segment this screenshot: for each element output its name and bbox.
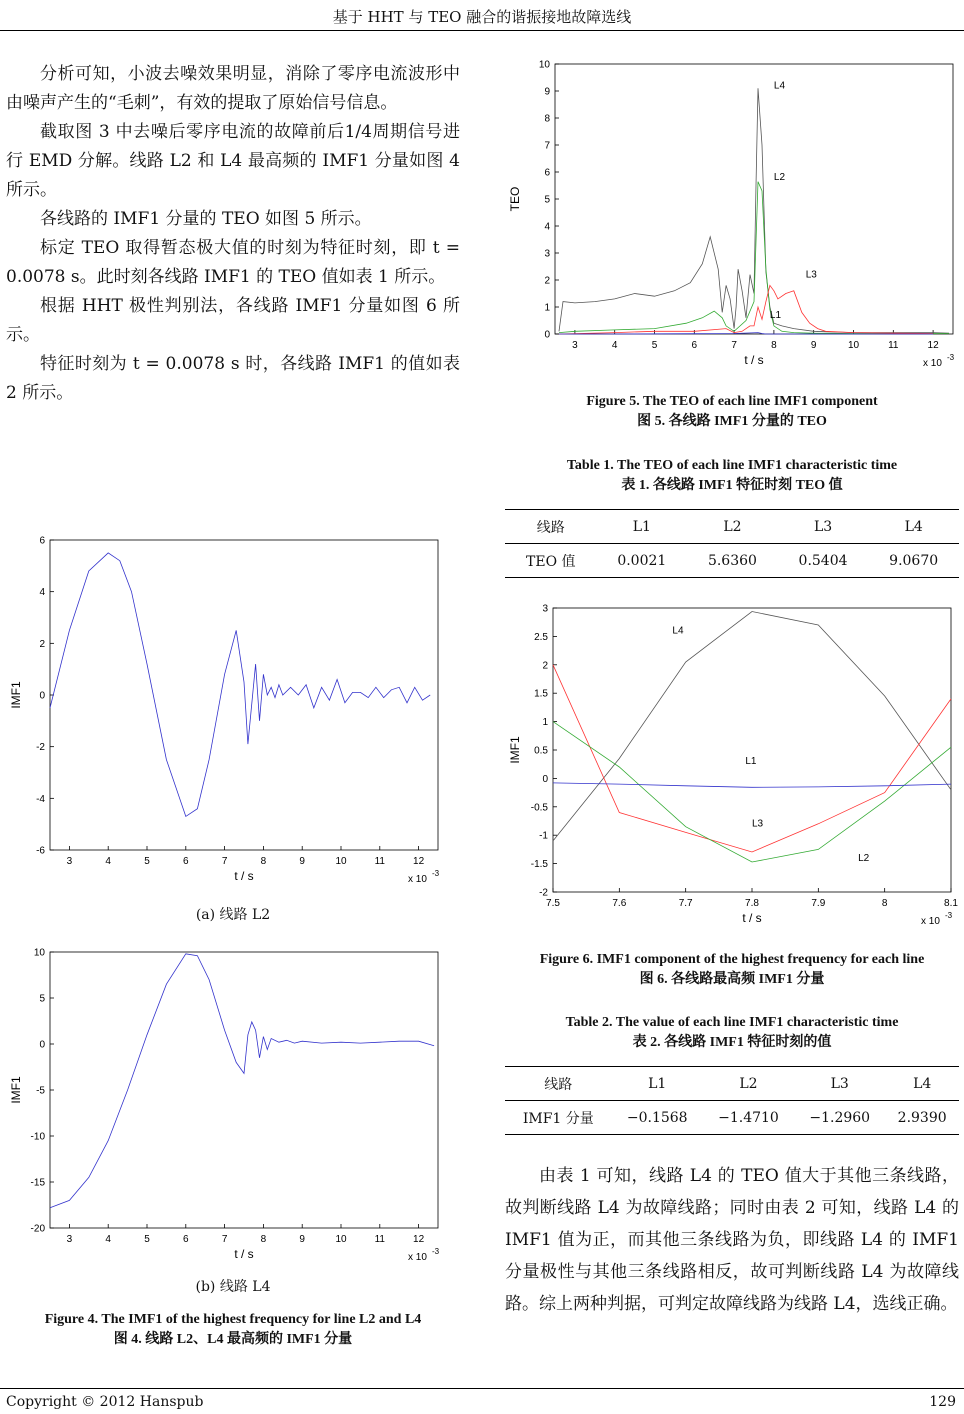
x-tick-label: 10 (335, 1234, 347, 1245)
x-tick-label: 7.6 (612, 898, 627, 909)
x-multiplier-exponent: -3 (432, 1247, 440, 1256)
table-cell: 0.5404 (778, 544, 869, 578)
x-tick-label: 9 (810, 340, 817, 351)
x-tick-label: 5 (144, 856, 150, 867)
y-tick-label: 0 (542, 773, 548, 785)
y-tick-label: 8 (544, 113, 550, 125)
series-annotation: L1 (745, 756, 757, 768)
x-multiplier-exponent: -3 (947, 353, 955, 362)
y-tick-label: 3 (544, 248, 550, 260)
y-tick-label: 5 (544, 194, 550, 206)
running-header: 基于 HHT 与 TEO 融合的谐振接地故障选线 (332, 8, 632, 26)
x-tick-label: 12 (927, 340, 939, 351)
y-tick-label: 9 (544, 86, 550, 98)
x-tick-label: 8 (881, 898, 888, 909)
y-tick-label: 2 (39, 638, 45, 650)
series-annotation: L3 (752, 818, 764, 830)
x-tick-label: 8 (260, 1234, 267, 1245)
x-tick-label: 4 (105, 1234, 111, 1245)
table-2-caption-en: Table 2. The value of each line IMF1 characteristic time (565, 1015, 899, 1030)
x-axis-label: t / s (742, 911, 762, 925)
y-tick-label: 10 (538, 59, 550, 71)
x-tick-label: 6 (691, 340, 698, 351)
page-number: 129 (929, 1394, 956, 1410)
y-tick-label: -6 (36, 845, 45, 857)
y-tick-label: 3 (542, 603, 548, 615)
series-annotation: L2 (773, 172, 786, 184)
y-tick-label: -5 (36, 1085, 45, 1097)
y-tick-label: 5 (39, 993, 45, 1005)
table-row (505, 544, 959, 578)
plot-frame (553, 608, 951, 892)
paragraph-2: 截取图 3 中去噪后零序电流的故障前后1/4周期信号进行 EMD 分解。线路 L2 和 L4 最高频的 IMF1 分量如图 4 所示。 (6, 122, 460, 200)
x-multiplier-exponent: -3 (945, 911, 953, 920)
footer-rule (0, 1388, 964, 1389)
paragraph-6: 特征时刻为 t = 0.0078 s 时，各线路 IMF1 的值如表 2 所示。 (6, 354, 460, 403)
series-line-l4 (50, 954, 434, 1208)
figure-6-caption-en: Figure 6. IMF1 component of the highest frequency for each line (539, 952, 925, 967)
table-1 (505, 509, 959, 578)
figure-6-chart (505, 594, 959, 938)
figure-5-caption-cn: 图 5. 各线路 IMF1 分量的 TEO (637, 414, 827, 429)
table-cell: L3 (794, 1067, 885, 1101)
y-tick-label: -15 (30, 1177, 45, 1189)
series-annotation: L2 (858, 852, 870, 864)
x-tick-label: 10 (335, 856, 347, 867)
figure-5-chart (505, 52, 959, 382)
figure-6-caption (505, 950, 959, 990)
figure-4a-caption: (a) 线路 L2 (195, 907, 271, 923)
y-axis-label: IMF1 (9, 1076, 23, 1104)
table-cell: 线路 (505, 510, 597, 544)
y-axis-label: TEO (508, 186, 522, 212)
table-cell: 5.6360 (687, 544, 778, 578)
left-text-block (6, 60, 460, 408)
y-tick-label: 2 (542, 660, 548, 672)
x-multiplier-label: x 10 (923, 358, 942, 369)
x-tick-label: 7.5 (546, 898, 560, 909)
table-cell: L4 (885, 1067, 959, 1101)
table-row (505, 1067, 959, 1101)
y-tick-label: 6 (544, 167, 550, 179)
y-tick-label: -0.5 (530, 802, 548, 814)
table-cell: IMF1 分量 (505, 1101, 612, 1135)
table-2-caption (505, 1013, 959, 1053)
plot-frame (50, 540, 438, 850)
y-tick-label: 4 (39, 587, 45, 599)
x-tick-label: 10 (847, 340, 860, 351)
table-cell: −1.4710 (703, 1101, 794, 1135)
figure-4-caption (6, 1310, 460, 1350)
x-tick-label: 9 (299, 1234, 305, 1245)
x-multiplier-exponent: -3 (432, 869, 440, 878)
series-line-l3 (559, 285, 933, 334)
y-tick-label: 2.5 (534, 631, 548, 643)
y-tick-label: -4 (36, 793, 45, 805)
x-tick-label: 7.8 (745, 898, 759, 909)
x-tick-label: 7 (221, 856, 228, 867)
x-multiplier-label: x 10 (921, 916, 940, 927)
y-tick-label: 6 (39, 535, 45, 547)
y-tick-label: -2 (36, 742, 45, 754)
table-cell: 2.9390 (885, 1101, 959, 1135)
series-annotation: L4 (672, 625, 684, 637)
x-tick-label: 4 (105, 856, 111, 867)
y-tick-label: 0.5 (534, 745, 548, 757)
x-tick-label: 5 (144, 1234, 150, 1245)
table-cell: L2 (687, 510, 778, 544)
x-tick-label: 3 (572, 340, 578, 351)
y-tick-label: 1 (544, 302, 550, 314)
header-rule (0, 30, 964, 31)
x-multiplier-label: x 10 (408, 874, 427, 885)
x-tick-label: 6 (183, 1234, 189, 1245)
y-tick-label: 1 (542, 717, 548, 729)
table-1-caption (505, 456, 959, 496)
table-2 (505, 1066, 959, 1135)
y-tick-label: 7 (544, 140, 550, 152)
figure-6-caption-cn: 图 6. 各线路最高频 IMF1 分量 (639, 972, 825, 987)
table-cell: −1.2960 (794, 1101, 885, 1135)
table-cell: L1 (612, 1067, 703, 1101)
figure-5-caption-en: Figure 5. The TEO of each line IMF1 component (586, 394, 878, 409)
y-tick-label: 10 (33, 947, 45, 959)
y-tick-label: 4 (544, 221, 550, 233)
y-tick-label: -10 (30, 1131, 45, 1143)
x-tick-label: 7.9 (811, 898, 826, 909)
x-tick-label: 7 (731, 340, 737, 351)
figure-4-caption-cn: 图 4. 线路 L2、L4 最高频的 IMF1 分量 (113, 1332, 353, 1347)
figure-4b-chart (6, 940, 460, 1270)
y-tick-label: 2 (544, 275, 550, 287)
figure-4a-chart (6, 528, 460, 900)
table-cell: 9.0670 (868, 544, 959, 578)
y-tick-label: 1.5 (534, 688, 548, 700)
series-annotation: L1 (769, 309, 782, 321)
table-cell: L3 (778, 510, 869, 544)
x-tick-label: 11 (374, 1234, 385, 1245)
table-2-caption-cn: 表 2. 各线路 IMF1 特征时刻的值 (632, 1035, 832, 1050)
x-multiplier-label: x 10 (408, 1252, 427, 1263)
y-tick-label: -2 (539, 887, 548, 899)
x-tick-label: 4 (611, 340, 618, 351)
x-tick-label: 9 (299, 856, 305, 867)
y-tick-label: -1.5 (530, 859, 548, 871)
table-cell: 0.0021 (597, 544, 688, 578)
series-line-l4 (553, 612, 951, 841)
x-tick-label: 8.1 (944, 898, 958, 909)
table-cell: L2 (703, 1067, 794, 1101)
right-text-block (505, 1160, 959, 1320)
x-tick-label: 3 (66, 856, 73, 867)
series-line-l2 (553, 722, 951, 862)
x-tick-label: 6 (183, 856, 189, 867)
paragraph-3: 各线路的 IMF1 分量的 TEO 如图 5 所示。 (40, 209, 372, 229)
table-cell: TEO 值 (505, 544, 597, 578)
table-1-caption-cn: 表 1. 各线路 IMF1 特征时刻 TEO 值 (621, 478, 843, 493)
y-tick-label: 0 (544, 329, 550, 341)
figure-4b-caption: (b) 线路 L4 (195, 1279, 271, 1295)
table-1-caption-en: Table 1. The TEO of each line IMF1 characteristic time (566, 458, 898, 473)
y-axis-label: IMF1 (9, 681, 23, 709)
x-tick-label: 7.7 (678, 898, 693, 909)
plot-frame (50, 952, 438, 1228)
table-cell: 线路 (505, 1067, 612, 1101)
table-row (505, 510, 959, 544)
x-tick-label: 11 (888, 340, 899, 351)
table-cell: −0.1568 (612, 1101, 703, 1135)
x-tick-label: 5 (651, 340, 658, 351)
series-line-l2 (559, 182, 949, 334)
paragraph-1: 分析可知，小波去噪效果明显，消除了零序电流波形中由噪声产生的“毛刺”，有效的提取了原始信号信息。 (6, 64, 460, 113)
x-tick-label: 11 (374, 856, 385, 867)
x-tick-label: 12 (413, 856, 425, 867)
table-cell: L4 (868, 510, 959, 544)
x-tick-label: 8 (771, 340, 777, 351)
paragraph-5: 根据 HHT 极性判别法，各线路 IMF1 分量如图 6 所示。 (6, 296, 460, 345)
x-tick-label: 7 (221, 1234, 228, 1245)
figure-5-caption (505, 392, 959, 432)
x-axis-label: t / s (234, 869, 254, 883)
x-axis-label: t / s (234, 1247, 254, 1261)
figure-4-caption-en: Figure 4. The IMF1 of the highest frequency for line L2 and L4 (44, 1312, 422, 1327)
x-tick-label: 8 (260, 856, 267, 867)
paragraph-conclusion: 由表 1 可知，线路 L4 的 TEO 值大于其他三条线路，故判断线路 L4 为故障线路；同时由表 2 可知，线路 L4 的 IMF1 值为正，而其他三条线路为负，即线路 L4 的 IMF1 分量极性与其他三条线路相反，故可判断线路 L4 为故障线路。综上两种判据，可判定故障线路为线路 L4，选线正确。 (505, 1166, 959, 1314)
copyright: Copyright © 2012 Hanspub (6, 1394, 204, 1410)
y-tick-label: -20 (30, 1223, 45, 1235)
y-tick-label: 0 (39, 1039, 45, 1051)
x-tick-label: 12 (413, 1234, 425, 1245)
series-annotation: L3 (805, 269, 817, 281)
series-annotation: L4 (773, 80, 786, 92)
x-tick-label: 3 (66, 1234, 73, 1245)
y-tick-label: -1 (539, 830, 548, 842)
series-line-l2 (50, 553, 430, 817)
x-axis-label: t / s (744, 353, 764, 367)
y-axis-label: IMF1 (508, 736, 522, 764)
paragraph-4: 标定 TEO 取得暂态极大值的时刻为特征时刻，即 t = 0.0078 s。此时刻各线路 IMF1 的 TEO 值如表 1 所示。 (6, 238, 460, 287)
y-tick-label: 0 (39, 690, 45, 702)
table-row (505, 1101, 959, 1135)
table-cell: L1 (597, 510, 688, 544)
